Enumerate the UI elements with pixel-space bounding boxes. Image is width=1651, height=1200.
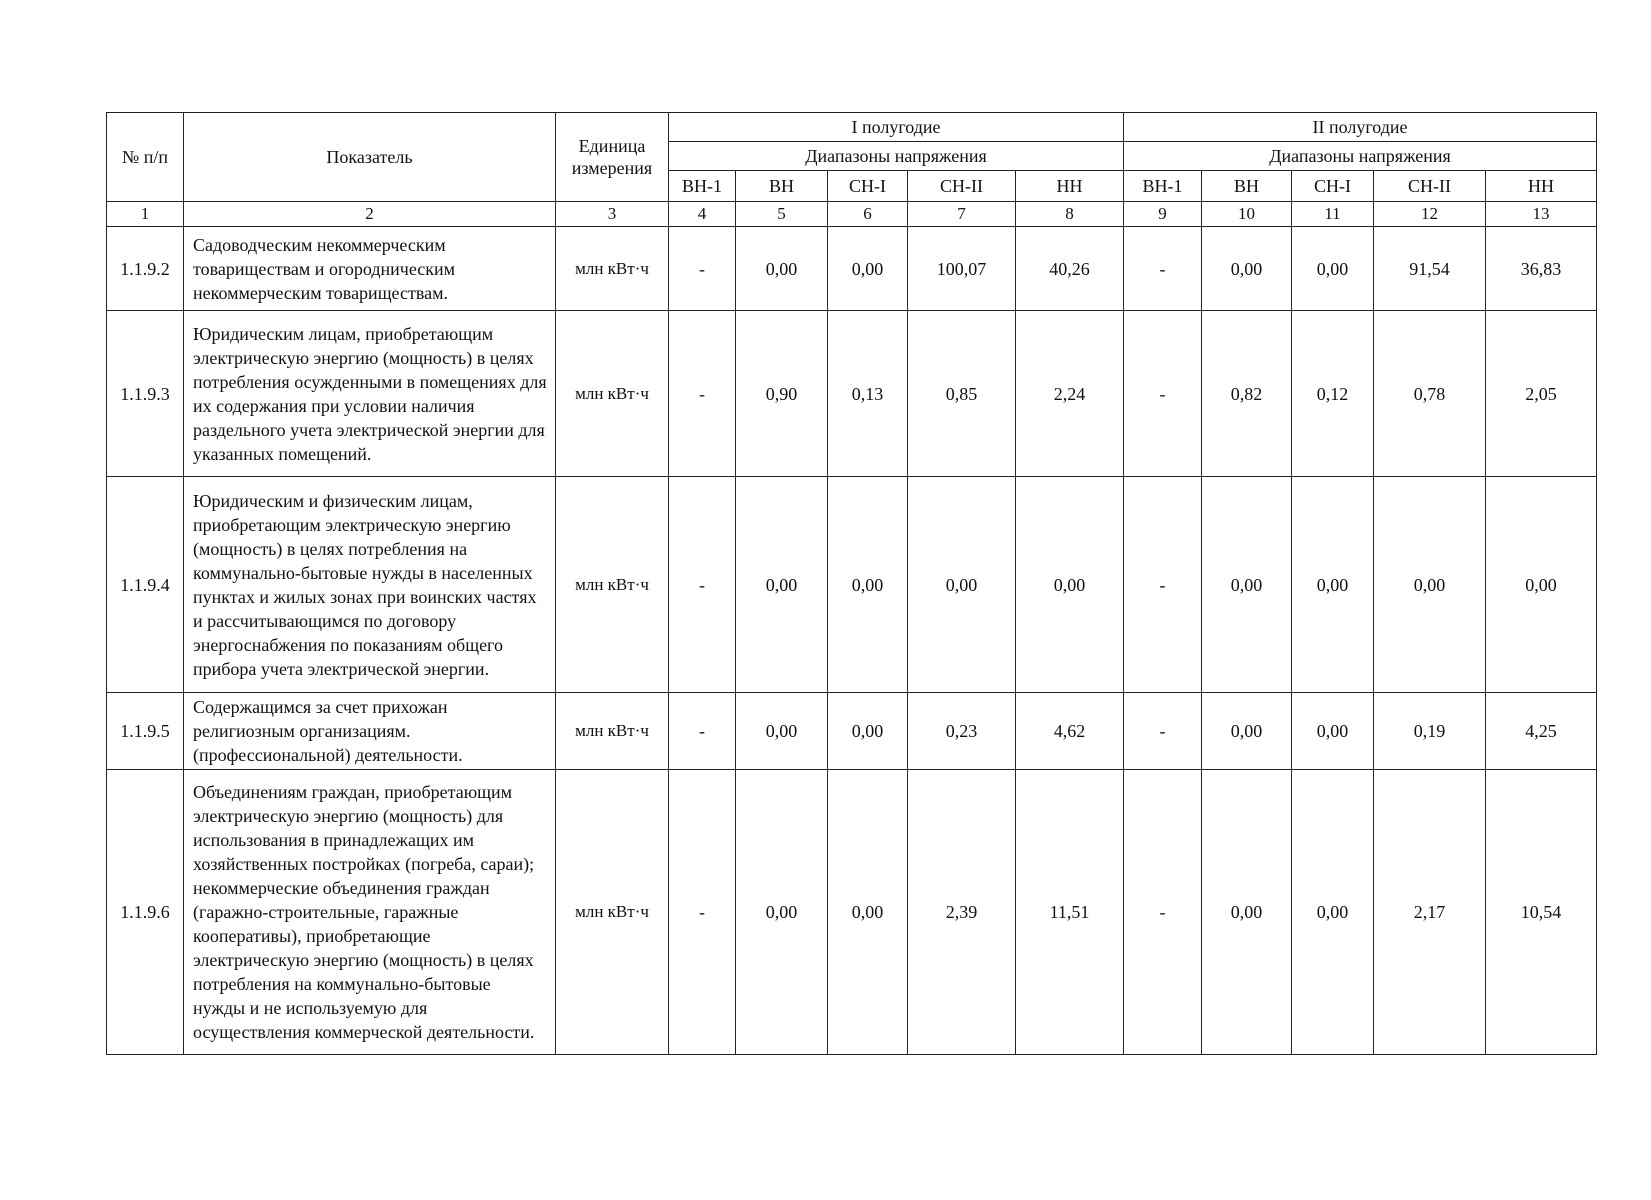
row-value: 0,00 xyxy=(1292,770,1374,1055)
header-voltage: СН-I xyxy=(1292,171,1374,202)
row-value: - xyxy=(669,311,736,477)
row-code: 1.1.9.4 xyxy=(107,477,184,693)
row-code: 1.1.9.3 xyxy=(107,311,184,477)
row-value: 0,00 xyxy=(908,477,1016,693)
tariff-volume-table xyxy=(106,112,1597,1055)
table-row xyxy=(107,227,1597,311)
row-value: 36,83 xyxy=(1486,227,1597,311)
row-indicator: Юридическим и физическим лицам, приобретающим электрическую энергию (мощность) в целях потребления на коммунально-бытовые нужды в населенных пунктах и жилых зонах при воинских частях и рассчитывающимся по договору энергоснабжения по показаниям общего прибора учета электрической энергии. xyxy=(184,477,556,693)
row-value: 0,00 xyxy=(828,770,908,1055)
row-value: 0,00 xyxy=(828,693,908,770)
header-half-1: I полугодие xyxy=(669,113,1124,142)
row-value: 2,17 xyxy=(1374,770,1486,1055)
row-indicator: Садоводческим некоммерческим товариществам и огородническим некоммерческим товариществам. xyxy=(184,227,556,311)
header-voltage: НН xyxy=(1486,171,1597,202)
row-value: 0,00 xyxy=(1292,227,1374,311)
row-value: 0,00 xyxy=(736,693,828,770)
row-unit: млн кВт·ч xyxy=(556,477,669,693)
row-value: - xyxy=(669,770,736,1055)
row-value: 0,23 xyxy=(908,693,1016,770)
row-value: 0,00 xyxy=(1486,477,1597,693)
row-value: 10,54 xyxy=(1486,770,1597,1055)
row-value: 0,13 xyxy=(828,311,908,477)
row-value: 0,00 xyxy=(1202,693,1292,770)
header-voltage: СН-II xyxy=(1374,171,1486,202)
row-value: - xyxy=(1124,311,1202,477)
row-indicator: Юридическим лицам, приобретающим электрическую энергию (мощность) в целях потребления осужденными в помещениях для их содержания при условии наличия раздельного учета электрической энергии для указанных помещений. xyxy=(184,311,556,477)
table-row xyxy=(107,770,1597,1055)
row-unit: млн кВт·ч xyxy=(556,311,669,477)
header-indicator: Показатель xyxy=(184,113,556,202)
column-number: 6 xyxy=(828,202,908,227)
column-number: 11 xyxy=(1292,202,1374,227)
row-value: 0,00 xyxy=(1202,770,1292,1055)
table-row xyxy=(107,477,1597,693)
row-unit: млн кВт·ч xyxy=(556,770,669,1055)
row-value: 0,00 xyxy=(1202,227,1292,311)
row-value: 91,54 xyxy=(1374,227,1486,311)
table-row xyxy=(107,693,1597,770)
column-number: 13 xyxy=(1486,202,1597,227)
header-voltage: ВН-1 xyxy=(1124,171,1202,202)
column-number: 2 xyxy=(184,202,556,227)
row-value: - xyxy=(1124,770,1202,1055)
column-number: 1 xyxy=(107,202,184,227)
row-value: 40,26 xyxy=(1016,227,1124,311)
header-voltage: ВН xyxy=(736,171,828,202)
header-num: № п/п xyxy=(107,113,184,202)
row-value: 0,85 xyxy=(908,311,1016,477)
table-row xyxy=(107,311,1597,477)
row-value: - xyxy=(1124,693,1202,770)
row-code: 1.1.9.5 xyxy=(107,693,184,770)
row-value: 2,05 xyxy=(1486,311,1597,477)
row-value: 0,12 xyxy=(1292,311,1374,477)
row-value: - xyxy=(669,693,736,770)
row-value: 0,19 xyxy=(1374,693,1486,770)
header-voltage: НН xyxy=(1016,171,1124,202)
column-number: 7 xyxy=(908,202,1016,227)
row-value: 0,90 xyxy=(736,311,828,477)
row-value: 0,00 xyxy=(736,477,828,693)
column-number: 4 xyxy=(669,202,736,227)
column-number: 8 xyxy=(1016,202,1124,227)
row-value: 0,78 xyxy=(1374,311,1486,477)
row-value: 0,00 xyxy=(1202,477,1292,693)
row-value: 0,00 xyxy=(736,227,828,311)
row-value: 4,25 xyxy=(1486,693,1597,770)
column-number: 3 xyxy=(556,202,669,227)
column-number: 12 xyxy=(1374,202,1486,227)
header-voltage: ВН xyxy=(1202,171,1292,202)
row-value: 0,00 xyxy=(828,227,908,311)
row-indicator: Содержащимся за счет прихожан религиозным организациям. (профессиональной) деятельности. xyxy=(184,693,556,770)
row-value: 0,00 xyxy=(1374,477,1486,693)
column-number: 5 xyxy=(736,202,828,227)
header-voltage-ranges-2: Диапазоны напряжения xyxy=(1124,142,1597,171)
row-value: - xyxy=(1124,477,1202,693)
row-value: 0,00 xyxy=(1292,477,1374,693)
header-unit: Единица измерения xyxy=(556,113,669,202)
row-code: 1.1.9.6 xyxy=(107,770,184,1055)
column-number: 9 xyxy=(1124,202,1202,227)
row-unit: млн кВт·ч xyxy=(556,227,669,311)
row-indicator: Объединениям граждан, приобретающим электрическую энергию (мощность) для использования в принадлежащих им хозяйственных постройках (погреба, сараи); некоммерческие объединения граждан (гаражно-строительные, гаражные кооперативы), приобретающие электрическую энергию (мощность) в целях потребления на коммунально-бытовые нужды и не используемую для осуществления коммерческой деятельности. xyxy=(184,770,556,1055)
row-value: 0,00 xyxy=(736,770,828,1055)
header-voltage: ВН-1 xyxy=(669,171,736,202)
row-value: 100,07 xyxy=(908,227,1016,311)
row-value: 0,00 xyxy=(1016,477,1124,693)
row-value: 0,00 xyxy=(1292,693,1374,770)
row-value: - xyxy=(669,227,736,311)
column-number: 10 xyxy=(1202,202,1292,227)
row-value: 11,51 xyxy=(1016,770,1124,1055)
row-value: - xyxy=(669,477,736,693)
row-value: 4,62 xyxy=(1016,693,1124,770)
row-value: 0,82 xyxy=(1202,311,1292,477)
row-unit: млн кВт·ч xyxy=(556,693,669,770)
row-code: 1.1.9.2 xyxy=(107,227,184,311)
header-voltage: СН-I xyxy=(828,171,908,202)
header-voltage: СН-II xyxy=(908,171,1016,202)
row-value: 2,24 xyxy=(1016,311,1124,477)
row-value: - xyxy=(1124,227,1202,311)
header-voltage-ranges-1: Диапазоны напряжения xyxy=(669,142,1124,171)
header-half-2: II полугодие xyxy=(1124,113,1597,142)
row-value: 0,00 xyxy=(828,477,908,693)
row-value: 2,39 xyxy=(908,770,1016,1055)
